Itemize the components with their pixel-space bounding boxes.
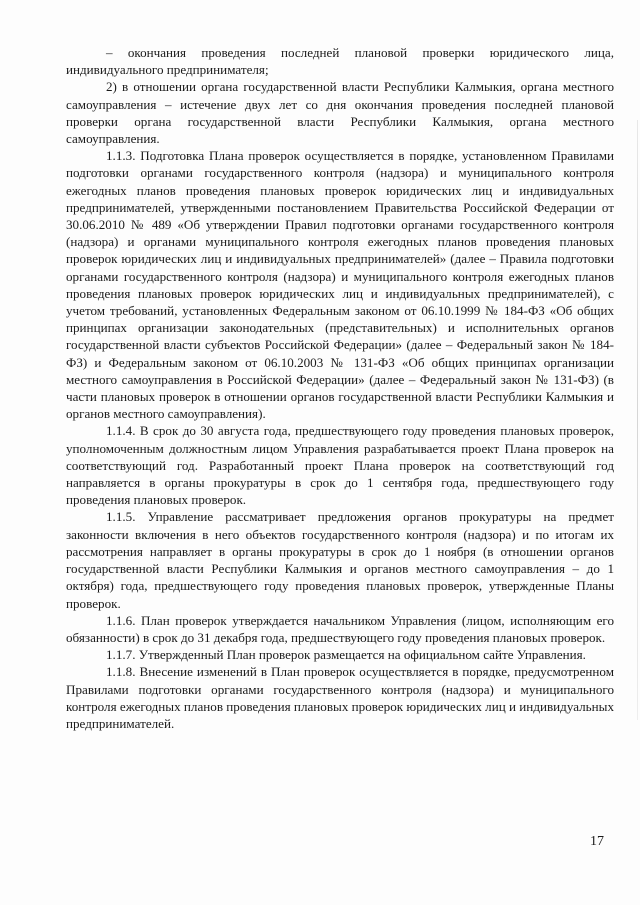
paragraph-dash-item: – окончания проведения последней плановой проверки юридического лица, индивидуального предпринимателя;	[66, 45, 614, 78]
paragraph-1-1-5: 1.1.5. Управление рассматривает предложения органов прокуратуры на предмет законности включения в него объектов государственного контроля (надзора) и по итогам их рассмотрения направляет в органы прокуратуры в срок до 1 ноября (в отношении органов государственной власти Республики Калмыкия и органов местного самоуправления – до 1 октября) года, предшествующего году проведения плановых проверок, утвержденные Планы проверок.	[66, 509, 614, 611]
scan-edge-shadow	[637, 120, 638, 720]
paragraph-1-1-8: 1.1.8. Внесение изменений в План проверок осуществляется в порядке, предусмотренном Правилами подготовки органами государственного контроля (надзора) и муниципального контроля ежегодных планов проведения плановых проверок юридических лиц и индивидуальных предпринимателей.	[66, 664, 614, 731]
paragraph-item-2: 2) в отношении органа государственной власти Республики Калмыкия, органа местного самоуправления – истечение двух лет со дня окончания проведения последней плановой проверки органа государственной власти Республики Калмыкия, органа местного самоуправления.	[66, 79, 614, 147]
page-number: 17	[590, 834, 604, 849]
body-text	[66, 44, 614, 732]
paragraph-1-1-4: 1.1.4. В срок до 30 августа года, предшествующего году проведения плановых проверок, уполномоченным должностным лицом Управления разрабатывается проект Плана проверок на соответствующий год. Разработанный проект Плана проверок на соответствующий год направляется в органы прокуратуры в срок до 1 сентября года, предшествующего году проведения плановых проверок.	[66, 423, 614, 508]
paragraph-1-1-3: 1.1.3. Подготовка Плана проверок осуществляется в порядке, установленном Правилами подготовки органами государственного контроля (надзора) и муниципального контроля ежегодных планов проведения плановых проверок юридических лиц и индивидуальных предпринимателей, утвержденными постановлением Правительства Российской Федерации от 30.06.2010 № 489 «Об утверждении Правил подготовки органами государственного контроля (надзора) и органами муниципального контроля ежегодных планов проведения плановых проверок юридических лиц и индивидуальных предпринимателей» (далее – Правила подготовки органами государственного контроля (надзора) и муниципального контроля ежегодных планов проведения плановых проверок юридических лиц и индивидуальных предпринимателей), с учетом требований, установленных Федеральным законом от 06.10.1999 № 184-ФЗ «Об общих принципах организации законодательных (представительных) и исполнительных органов государственной власти субъектов Российской Федерации» (далее – Федеральный закон № 184-ФЗ) и Федеральным законом от 06.10.2003 № 131-ФЗ «Об общих принципах организации местного самоуправления в Российской Федерации» (далее – Федеральный закон № 131-ФЗ) (в части плановых проверок в отношении органов государственной власти Республики Калмыкия и органов местного самоуправления).	[66, 148, 614, 422]
paragraph-1-1-7: 1.1.7. Утвержденный План проверок размещается на официальном сайте Управления.	[106, 647, 586, 663]
paragraph-1-1-6: 1.1.6. План проверок утверждается начальником Управления (лицом, исполняющим его обязанности) в срок до 31 декабря года, предшествующего году проведения плановых проверок.	[66, 612, 614, 645]
